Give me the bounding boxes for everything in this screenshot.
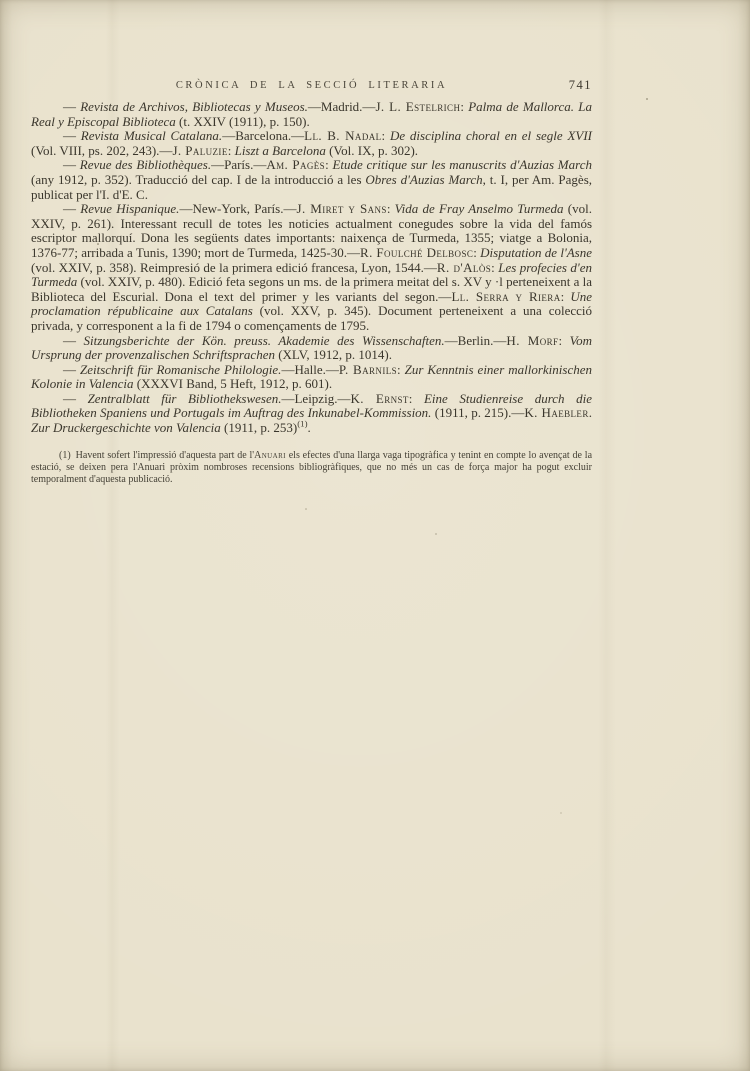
paper-speck xyxy=(435,533,437,535)
footnote-text: (1) Havent sofert l'impressió d'aquesta part de l'Anuari els efectes d'una llarga vaga tipogràfica y tenint en compte lo avençat de la estació, se deixen pera l'Anuari pròxim nombroses recensions bibliogràfiques, que no més un cas de força major ha pogut excluir temporalment d'aquesta publicació. xyxy=(31,449,593,486)
bibliography-entry: — Zeitschrift für Romanische Philologie.—Halle.—P. Barnils: Zur Kenntnis einer mallorkinischen Kolonie in Valencia (XXXVI Band, 5 Heft, 1912, p. 601). xyxy=(31,361,592,392)
paper-speck xyxy=(646,98,648,100)
footnote xyxy=(31,450,592,487)
bibliography-entry: — Revue des Bibliothèques.—París.—Am. Pagès: Etude critique sur les manuscrits d'Auzias March (any 1912, p. 352). Traducció del cap. I de la introducció a les Obres d'Auzias March, t. I, per Am. Pagès, publicat per l'I. d'E. C. xyxy=(31,157,593,202)
bibliography-entry: — Revista de Archivos, Bibliotecas y Museos.—Madrid.—J. L. Estelrich: Palma de Mallorca. La Real y Episcopal Biblioteca (t. XXIV (1911), p. 150). xyxy=(31,99,592,129)
bibliography-list xyxy=(31,100,592,436)
paper-speck xyxy=(560,812,562,814)
running-head-title: CRÒNICA DE LA SECCIÓ LITERARIA xyxy=(175,80,448,91)
bibliography-entry: — Revue Hispanique.—New-York, París.—J. Miret y Sans: Vida de Fray Anselmo Turmeda (vol. XXIV, p. 261). Interessant recull de totes les noticies actualment conegudes sobre la vida del famós escriptor mallorquí. Dona les següents dates importants: naixença de Turmeda, 1355; viatge a Bolonia, 1376-77; arribada a Tunis, 1390; mort de Turmeda, 1425-30.—R. Foulché Delbosc: Disputation de l'Asne (vol. XXIV, p. 358). Reimpresió de la primera edició francesa, Lyon, 1544.—R. d'Alòs: Les profecies d'en Turmeda (vol. XXIV, p. 480). Edició feta segons un ms. de la primera meitat del s. XV y ·l perteneixent a la Biblioteca del Escurial. Dona el text del primer y les variants del segon.—Ll. Serra y Riera: Une proclamation républicaine aux Catalans (vol. XXV, p. 345). Document perteneixent a una colecció privada, y corresponent a la fi de 1794 o començaments de 1795. xyxy=(31,201,593,333)
bibliography-entry: — Sitzungsberichte der Kön. preuss. Akademie des Wissenschaften.—Berlin.—H. Morf: Vom Ursprung der provenzalischen Schriftsprachen (XLV, 1912, p. 1014). xyxy=(31,332,592,363)
paper-speck xyxy=(305,508,307,510)
page-header xyxy=(31,80,592,96)
bibliography-entry: — Zentralblatt für Bibliothekswesen.—Leipzig.—K. Ernst: Eine Studienreise durch die Bibliotheken Spaniens und Portugals im Auftrag des Inkunabel-Kommission. (1911, p. 215).—K. Haebler. Zur Druckergeschichte von Valencia (1911, p. 253)$^{(1)}$. xyxy=(31,390,592,436)
bibliography-entry: — Revista Musical Catalana.—Barcelona.—Ll. B. Nadal: De disciplina choral en el segle XVII (Vol. VIII, ps. 202, 243).—J. Paluzie: Liszt a Barcelona (Vol. IX, p. 302). xyxy=(31,128,593,158)
footnote-reference: (1) xyxy=(297,418,308,429)
paper-speck xyxy=(97,243,99,245)
page-number: 741 xyxy=(568,78,592,92)
page-body xyxy=(31,100,592,486)
